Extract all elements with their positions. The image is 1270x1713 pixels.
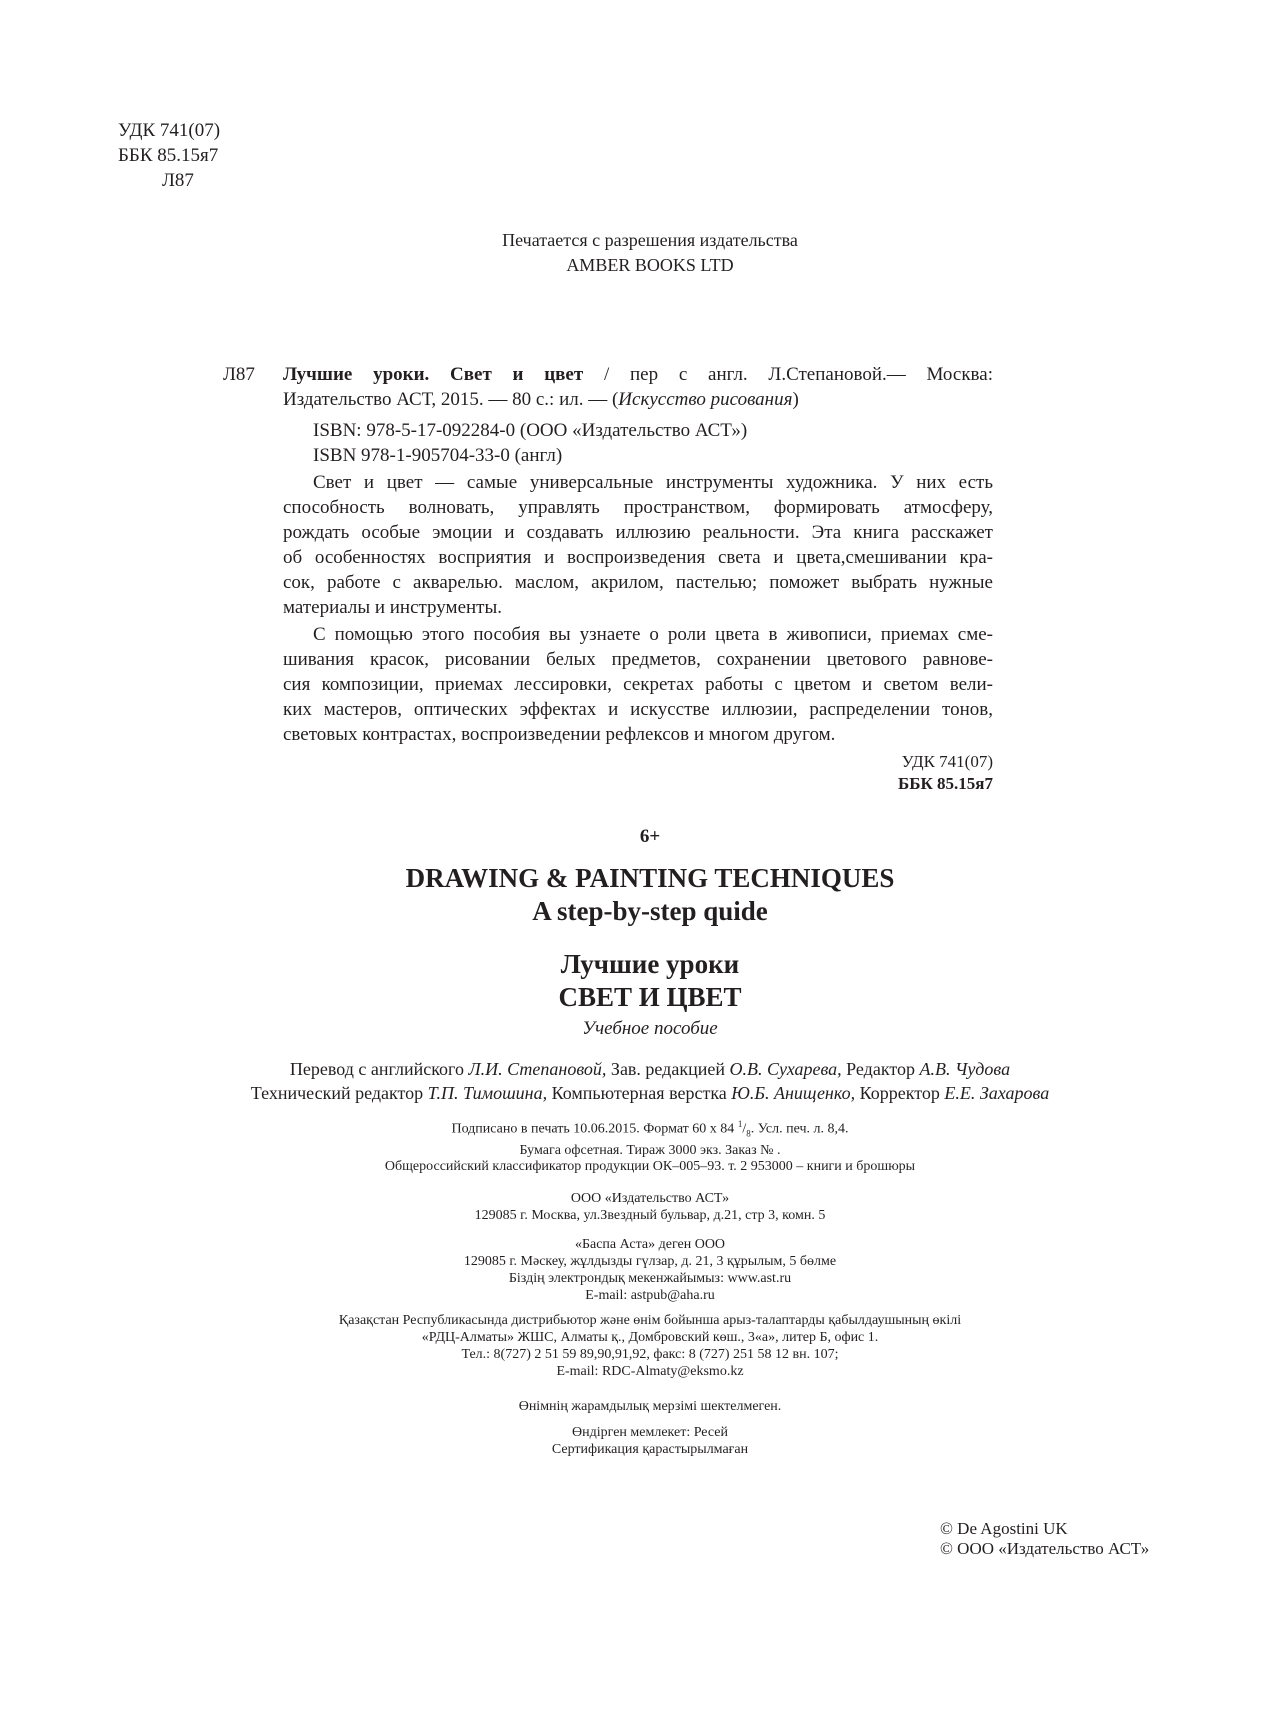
copyright-publisher: © ООО «Издательство АСТ»	[940, 1539, 1150, 1558]
print-format: Подписано в печать 10.06.2015. Формат 60 х 84 $^1/_8$. Усл. печ. л. 8,4.	[451, 1119, 849, 1139]
print-sheets: . Усл. печ. л. 8,4.	[750, 1121, 849, 1137]
tech-editor: Т.П. Тимошина,	[427, 1083, 548, 1103]
card-bbk	[283, 773, 993, 795]
card-title: Лучшие уроки. Свет и цвет	[283, 364, 584, 385]
russian-series-title: Лучшие уроки	[560, 949, 740, 979]
isbn-block	[283, 418, 993, 468]
kz-publisher-name: «Баспа Аста» деген ООО	[574, 1237, 726, 1252]
publisher-name: ООО «Издательство АСТ»	[570, 1191, 730, 1206]
kz-publisher-email: E-mail: astpub@aha.ru	[585, 1288, 715, 1303]
bbk-code: ББК 85.15я7	[118, 145, 219, 166]
kz-distributor-info	[0, 1312, 1270, 1380]
card-bbk-text: ББК 85.15я7	[897, 774, 993, 793]
card-publisher-line	[283, 387, 993, 412]
isbn-ru: ISBN: 978-5-17-092284-0 (ООО «Издательство АСТ»)	[313, 420, 748, 441]
card-author-sign: Л87	[223, 364, 255, 385]
russian-title	[0, 948, 1270, 1014]
classification-block	[118, 118, 220, 193]
permission-notice	[0, 228, 1270, 278]
shelf-life: Өнімнің жарамдылық мерзімі шектелмеген.	[518, 1399, 782, 1414]
kz-distributor-address: «РДЦ-Алматы» ЖШС, Алматы қ., Домбровский көш., 3«а», литер Б, офис 1.	[421, 1330, 879, 1345]
card-title-line	[283, 362, 993, 387]
card-codes	[283, 751, 993, 795]
credits-line-1	[0, 1057, 1270, 1081]
card-series: Искусство рисования	[618, 389, 793, 410]
english-title-line: DRAWING & PAINTING TECHNIQUES	[405, 863, 895, 893]
author-sign: Л87	[162, 170, 194, 191]
permission-line: Печатается с разрешения издательства	[502, 230, 798, 250]
proofreader-label: Корректор	[855, 1083, 945, 1103]
chief-editor: О.В. Сухарева,	[729, 1059, 842, 1079]
catalog-card	[223, 362, 993, 795]
annotation-paragraph-2	[283, 622, 993, 747]
copyright-original: © De Agostini UK	[940, 1519, 1068, 1538]
isbn-en: ISBN 978-1-905704-33-0 (англ)	[313, 445, 563, 466]
publisher-info	[0, 1190, 1270, 1224]
fraction-denominator: 8	[746, 1128, 751, 1139]
publisher-address: 129085 г. Москва, ул.Звездный бульвар, д.21, стр 3, комн. 5	[474, 1208, 826, 1223]
origin-info	[0, 1424, 1270, 1458]
annotation-line: способность волновать, управлять пространством, формировать атмосферу,	[283, 497, 993, 518]
print-date: Подписано в печать 10.06.2015. Формат 60 х 84	[451, 1121, 738, 1137]
annotation-line: рождать особые эмоции и создавать иллюзию реальности. Эта книга расскажет	[283, 522, 993, 543]
kz-distributor-phone: Тел.: 8(727) 2 51 59 89,90,91,92, факс: 8 (727) 251 58 12 вн. 107;	[461, 1347, 839, 1362]
publisher-origin: AMBER BOOKS LTD	[566, 255, 734, 275]
translation-label: Перевод с английского	[289, 1059, 469, 1079]
product-classifier: Общероссийский классификатор продукции ОК–005–93. т. 2 953000 – книги и брошюры	[384, 1159, 916, 1174]
print-run: Бумага офсетная. Тираж 3000 экз. Заказ № .	[519, 1143, 781, 1159]
kz-publisher-info	[0, 1236, 1270, 1304]
document-type: Учебное пособие	[582, 1018, 718, 1039]
tech-editor-label: Технический редактор	[250, 1083, 428, 1103]
editor: А.В. Чудова	[919, 1059, 1011, 1079]
annotation-line: ких мастеров, оптических эффектах и искусстве иллюзии, распределении тонов,	[283, 699, 993, 720]
udk-code: УДК 741(07)	[118, 120, 221, 141]
card-translator: / пер с англ. Л.Степановой.— Москва:	[583, 364, 993, 385]
annotation-line: шивания красок, рисовании белых предметов, сохранении цветового равнове-	[283, 649, 993, 670]
print-info	[0, 1116, 1270, 1159]
annotation-paragraph-1	[283, 470, 993, 620]
certification-note: Сертификация қарастырылмаған	[551, 1442, 749, 1457]
credits	[0, 1057, 1270, 1105]
english-title	[0, 862, 1270, 928]
annotation-line: световых контрастах, воспроизведении рефлексов и многом другом.	[283, 724, 836, 745]
kz-publisher-web: Біздің электрондық мекенжайымыз: www.ast.ru	[508, 1271, 792, 1286]
fraction-numerator: 1	[737, 1119, 743, 1129]
card-udk: УДК 741(07)	[901, 752, 993, 771]
kz-publisher-address: 129085 г. Мәскеу, жұлдызды гүлзар, д. 21, 3 құрылым, 5 бөлме	[463, 1254, 837, 1269]
chief-editor-label: Зав. редакцией	[606, 1059, 730, 1079]
proofreader: Е.Е. Захарова	[944, 1083, 1050, 1103]
layout-label: Компьютерная верстка	[547, 1083, 732, 1103]
annotation-line: С помощью этого пособия вы узнаете о роли цвета в живописи, приемах сме-	[313, 624, 993, 645]
annotation-line: сия композиции, приемах лессировки, секретах работы с цветом и светом вели-	[283, 674, 993, 695]
english-subtitle: A step-by-step quide	[532, 896, 768, 926]
translator: Л.И. Степановой,	[468, 1059, 607, 1079]
annotation-line: Свет и цвет — самые универсальные инструменты художника. У них есть	[313, 472, 993, 493]
card-series-close: )	[792, 389, 799, 410]
age-rating: 6+	[639, 826, 661, 847]
country-of-origin: Өндірген мемлекет: Ресей	[572, 1425, 728, 1440]
annotation-line: материалы и инструменты.	[283, 597, 503, 618]
credits-line-2	[0, 1081, 1270, 1105]
kz-distributor-title: Қазақстан Республикасында дистрибьютор және өнім бойынша арыз-талаптарды қабылдаушының өкілі	[338, 1313, 962, 1328]
annotation-line: об особенностях восприятия и воспроизведения света и цвета,смешивании кра-	[283, 547, 993, 568]
copyright-block	[940, 1519, 1149, 1559]
annotation-line: сок, работе с акварелью. маслом, акрилом, пастелью; поможет выбрать нужные	[283, 572, 993, 593]
layout-designer: Ю.Б. Анищенко,	[731, 1083, 856, 1103]
editor-label: Редактор	[841, 1059, 920, 1079]
russian-book-title: СВЕТ И ЦВЕТ	[558, 982, 742, 1012]
kz-distributor-email: E-mail: RDC-Almaty@eksmo.kz	[556, 1364, 744, 1379]
card-publisher: Издательство АСТ, 2015. — 80 с.: ил. — (	[283, 389, 619, 410]
